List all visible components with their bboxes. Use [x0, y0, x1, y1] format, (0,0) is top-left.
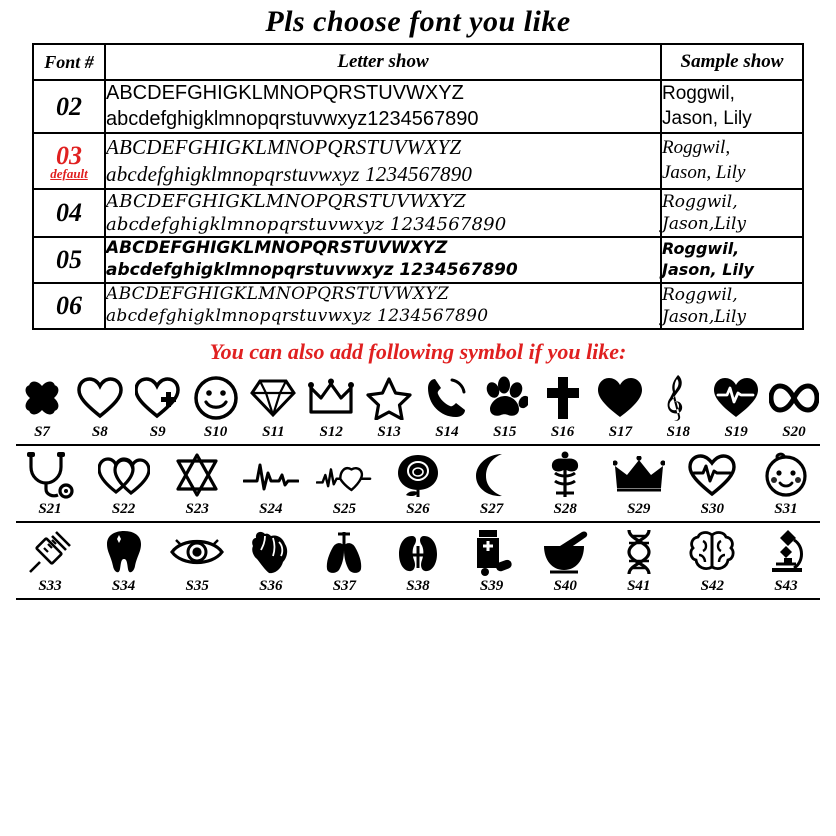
letter-show-cell [105, 283, 661, 329]
symbol-code: S33 [38, 577, 62, 594]
font-number: 05 [56, 245, 82, 275]
sample-line-1: Roggwil, [662, 137, 731, 159]
letter-show-cell [105, 237, 661, 283]
sample-line-2: Jason, Lily [662, 162, 746, 184]
cross-icon [535, 371, 591, 425]
symbol-code: S17 [608, 423, 633, 440]
letter-lowercase: abcdefghigklmnopqrstuvwxyz1234567890 [106, 107, 479, 130]
symbol-code: S25 [332, 500, 357, 517]
ekg-line-icon [243, 448, 299, 502]
symbol-code: S10 [203, 423, 228, 440]
crescent-moon-icon [464, 448, 520, 502]
symbol-item-s28[interactable] [537, 448, 593, 518]
symbol-row-1 [8, 371, 828, 441]
letter-show-cell [105, 133, 661, 189]
table-row[interactable] [33, 283, 803, 329]
font-number-cell [33, 80, 105, 133]
symbol-item-s29[interactable] [611, 448, 667, 518]
symbol-item-s33[interactable] [22, 525, 78, 595]
heart-solid-icon [592, 371, 648, 425]
symbol-item-s30[interactable] [684, 448, 740, 518]
symbol-item-s25[interactable] [316, 448, 372, 518]
symbol-item-s22[interactable] [96, 448, 152, 518]
symbol-code: S43 [774, 577, 798, 594]
symbol-item-s24[interactable] [243, 448, 299, 518]
anatomical-heart-icon [243, 525, 299, 579]
symbol-item-s11[interactable] [245, 371, 301, 441]
table-row[interactable] [33, 80, 803, 133]
symbol-code: S27 [479, 500, 504, 517]
header-sample-show: Sample show [661, 44, 803, 80]
sample-line-2: Jason,Lily [662, 306, 747, 327]
symbol-item-s14[interactable] [419, 371, 475, 441]
symbol-code: S20 [782, 423, 806, 440]
letter-show-cell [105, 80, 661, 133]
symbol-item-s23[interactable] [169, 448, 225, 518]
smiley-face-icon [188, 371, 244, 425]
symbol-code: S15 [493, 423, 517, 440]
symbol-code: S22 [111, 500, 136, 517]
sample-line-2: Jason, Lily [662, 107, 752, 129]
symbol-item-s21[interactable] [22, 448, 78, 518]
symbol-item-s41[interactable] [611, 525, 667, 595]
symbol-code: S7 [34, 423, 50, 440]
eye-icon [169, 525, 225, 579]
sample-show-cell [661, 189, 803, 237]
symbol-item-s31[interactable] [758, 448, 814, 518]
symbol-code: S21 [38, 500, 62, 517]
symbol-code: S31 [774, 500, 798, 517]
sample-show-cell [661, 133, 803, 189]
symbol-code: S28 [553, 500, 577, 517]
symbol-item-s15[interactable] [477, 371, 533, 441]
sample-line-2: Jason,Lily [662, 213, 747, 234]
symbol-code: S41 [627, 577, 651, 594]
symbol-code: S38 [406, 577, 430, 594]
symbol-item-s43[interactable] [758, 525, 814, 595]
default-badge: default [50, 165, 88, 181]
symbol-item-s38[interactable] [390, 525, 446, 595]
symbol-item-s13[interactable] [361, 371, 417, 441]
crown-icon [303, 371, 359, 425]
symbol-item-s34[interactable] [96, 525, 152, 595]
symbol-item-s26[interactable] [390, 448, 446, 518]
header-font-number: Font # [33, 44, 105, 80]
symbol-item-s9[interactable] [130, 371, 186, 441]
divider-2 [16, 521, 820, 523]
symbol-item-s19[interactable] [708, 371, 764, 441]
symbol-item-s39[interactable] [464, 525, 520, 595]
pill-bottle-icon [464, 525, 520, 579]
symbol-code: S18 [666, 423, 690, 440]
sample-line-1: Roggwil, [662, 82, 735, 104]
symbol-item-s35[interactable] [169, 525, 225, 595]
divider-1 [16, 444, 820, 446]
symbol-item-s36[interactable] [243, 525, 299, 595]
phone-icon [419, 371, 475, 425]
lungs-icon [316, 525, 372, 579]
dna-icon [611, 525, 667, 579]
brain-icon [684, 525, 740, 579]
double-heart-icon [96, 448, 152, 502]
font-number-cell [33, 133, 105, 189]
letter-uppercase: ABCDEFGHIGKLMNOPQRSTUVWXYZ [106, 238, 448, 258]
font-number: 06 [56, 290, 82, 320]
letter-lowercase: abcdefghigklmnopqrstuvwxyz 1234567890 [106, 305, 489, 326]
font-number: 02 [56, 91, 82, 121]
star-of-david-icon [169, 448, 225, 502]
heartbeat-pulse-icon [684, 448, 740, 502]
table-row[interactable] [33, 133, 803, 189]
sample-line-2: Jason, Lily [662, 259, 754, 279]
symbol-item-s7[interactable] [14, 371, 70, 441]
heartbeat-heart-icon [708, 371, 764, 425]
symbol-code: S39 [479, 577, 504, 594]
letter-show-cell [105, 189, 661, 237]
symbol-item-s16[interactable] [535, 371, 591, 441]
diamond-icon [245, 371, 301, 425]
mortar-and-pestle-icon [537, 525, 593, 579]
font-number: 04 [56, 198, 82, 228]
infinity-icon [766, 371, 822, 425]
header-letter-show: Letter show [105, 44, 661, 80]
symbol-code: S19 [724, 423, 748, 440]
letter-uppercase: ABCDEFGHIGKLMNOPQRSTUVWXYZ [106, 283, 450, 304]
tooth-icon [96, 525, 152, 579]
symbol-code: S14 [435, 423, 459, 440]
ekg-heart-icon [316, 448, 372, 502]
symbol-row-2 [8, 448, 828, 518]
symbol-code: S11 [262, 423, 285, 440]
symbol-row-3 [8, 525, 828, 595]
treble-clef-icon [650, 371, 706, 425]
font-table [32, 43, 804, 330]
letter-lowercase: abcdefghigklmnopqrstuvwxyz 1234567890 [106, 259, 518, 280]
letter-lowercase: abcdefghigklmnopqrstuvwxyz 1234567890 [106, 213, 507, 235]
syringe-icon [22, 525, 78, 579]
symbol-code: S42 [700, 577, 725, 594]
symbol-code: S23 [185, 500, 209, 517]
symbol-code: S13 [377, 423, 401, 440]
symbol-item-s10[interactable] [188, 371, 244, 441]
symbols-heading: You can also add following symbol if you like: [209, 338, 627, 364]
sample-show-cell [661, 237, 803, 283]
letter-uppercase: ABCDEFGHIGKLMNOPQRSTUVWXYZ [106, 190, 467, 212]
paw-print-icon [477, 371, 533, 425]
sample-show-cell [661, 283, 803, 329]
symbol-code: S40 [553, 577, 577, 594]
symbol-item-s20[interactable] [766, 371, 822, 441]
font-number: 03 [56, 140, 82, 170]
four-leaf-clover-icon [14, 371, 70, 425]
symbol-code: S26 [406, 500, 430, 517]
symbol-item-s17[interactable] [592, 371, 648, 441]
font-number-cell [33, 283, 105, 329]
star-outline-icon [361, 371, 417, 425]
table-header-row [33, 44, 803, 80]
symbol-code: S12 [319, 423, 343, 440]
crown-tiara-icon [611, 448, 667, 502]
sample-line-1: Roggwil, [662, 238, 740, 258]
symbol-code: S34 [111, 577, 136, 594]
symbol-code: S9 [149, 423, 166, 440]
symbol-item-s37[interactable] [316, 525, 372, 595]
sample-line-1: Roggwil, [662, 191, 738, 212]
rose-icon [390, 448, 446, 502]
symbol-code: S37 [332, 577, 357, 594]
heart-with-cross-icon [130, 371, 186, 425]
baby-face-icon [758, 448, 814, 502]
symbol-code: S16 [550, 423, 575, 440]
caduceus-icon [537, 448, 593, 502]
sample-line-1: Roggwil, [662, 284, 738, 305]
letter-uppercase: ABCDEFGHIGKLMNOPQRSTUVWXYZ [106, 135, 462, 160]
sample-show-cell [661, 80, 803, 133]
divider-3 [16, 598, 820, 600]
symbol-item-s27[interactable] [464, 448, 520, 518]
symbol-item-s12[interactable] [303, 371, 359, 441]
font-number-cell [33, 237, 105, 283]
symbol-code: S36 [259, 577, 283, 594]
table-row[interactable] [33, 237, 803, 283]
letter-lowercase: abcdefghigklmnopqrstuvwxyz 1234567890 [106, 162, 473, 187]
symbol-item-s40[interactable] [537, 525, 593, 595]
table-row[interactable] [33, 189, 803, 237]
symbol-code: S35 [185, 577, 209, 594]
symbol-item-s8[interactable] [72, 371, 128, 441]
stethoscope-icon [22, 448, 78, 502]
symbol-code: S29 [627, 500, 651, 517]
symbol-item-s18[interactable] [650, 371, 706, 441]
symbol-code: S30 [700, 500, 725, 517]
symbol-item-s42[interactable] [684, 525, 740, 595]
symbol-code: S8 [91, 423, 108, 440]
page-title: Pls choose font you like [265, 5, 571, 38]
font-number-cell [33, 189, 105, 237]
symbol-code: S24 [259, 500, 283, 517]
microscope-icon [758, 525, 814, 579]
kidneys-icon [390, 525, 446, 579]
symbol-gallery [8, 371, 828, 600]
heart-outline-icon [72, 371, 128, 425]
letter-uppercase: ABCDEFGHIGKLMNOPQRSTUVWXYZ [106, 82, 464, 104]
